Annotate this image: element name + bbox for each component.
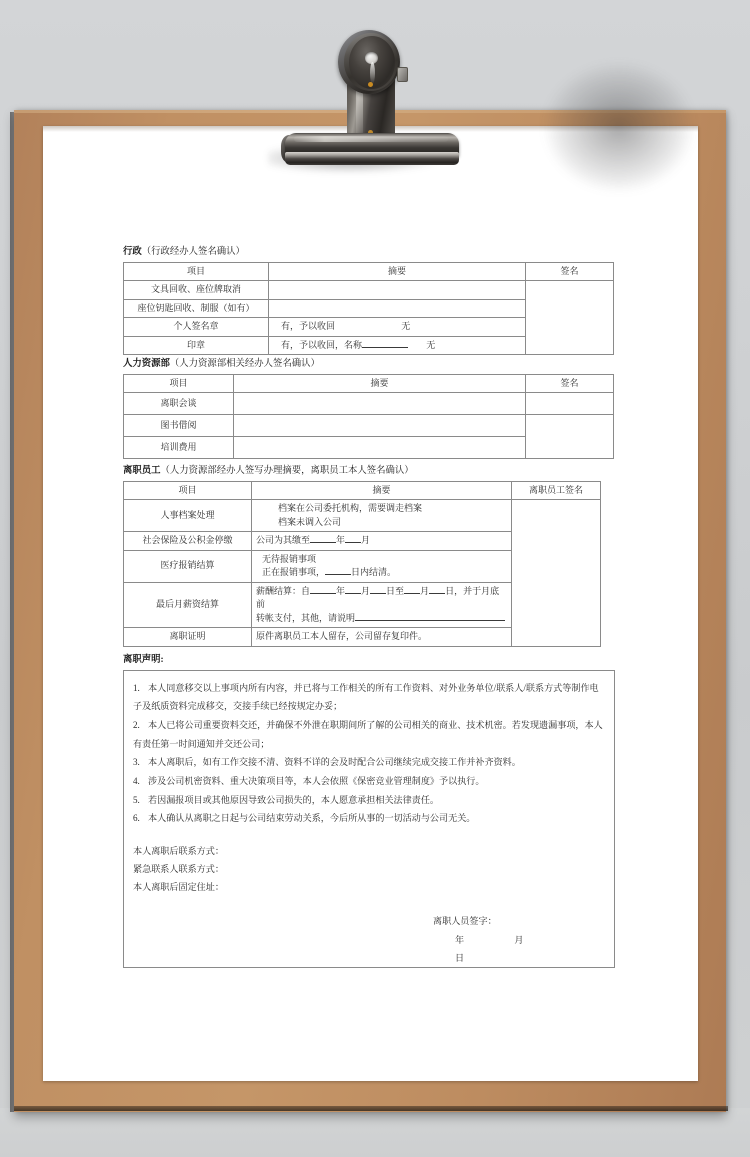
- section-declaration: [123, 654, 615, 968]
- emp-salary-f: 日，并于月底前: [256, 585, 500, 610]
- emp-salary-a: 薪酬结算：自: [256, 585, 311, 596]
- table-row: [124, 374, 614, 393]
- admin-summary-2[interactable]: [269, 318, 526, 337]
- section-employee-title-bold: 离职员工: [123, 466, 161, 476]
- admin-summary-2-b: 无: [401, 321, 411, 332]
- section-hr-title-rest: （人力资源部相关经办人签名确认）: [169, 359, 320, 369]
- table-row: [124, 262, 614, 281]
- emp-summary-1-a: 公司为其缴至: [256, 535, 311, 546]
- emp-item-3: 最后月薪资结算: [124, 582, 252, 628]
- admin-item-0: 文具回收、座位牌取消: [124, 281, 269, 300]
- clip-disc-rivet: [368, 82, 373, 87]
- emp-header-summary: 摘要: [252, 481, 512, 500]
- admin-summary-3-b: 无: [426, 339, 436, 350]
- emp-summary-3[interactable]: [252, 582, 512, 628]
- hr-signature-cell-0[interactable]: [526, 393, 614, 415]
- section-hr: [123, 358, 614, 459]
- hr-item-2: 培训费用: [124, 437, 234, 459]
- emp-summary-1[interactable]: [252, 532, 512, 551]
- admin-summary-3-a: 有，予以收回，名称: [281, 339, 363, 350]
- emp-item-4: 离职证明: [124, 628, 252, 647]
- hr-summary-1[interactable]: [234, 415, 526, 437]
- section-admin-title: [123, 246, 614, 259]
- emp-salary-b: 年: [336, 585, 346, 596]
- emp-summary-2-line1: 无待报销事项: [262, 553, 317, 564]
- declaration-text-0: 本人同意移交以上事项内所有内容，并已将与工作相关的所有工作资料、对外业务单位/联系人/联系方式等制作电子及纸质资料完成移交，交接手续已经按规定办妥；: [133, 682, 599, 712]
- admin-signature-cell[interactable]: [526, 281, 614, 355]
- hr-header-signature: 签名: [526, 374, 614, 393]
- admin-item-2: 个人签名章: [124, 318, 269, 337]
- emp-summary-2-line2-a: 正在报销事项，: [262, 567, 326, 578]
- declaration-text-2: 本人离职后，如有工作交接不清、资料不详的会及时配合公司继续完成交接工作并补齐资料。: [148, 757, 521, 768]
- admin-header-summary: 摘要: [269, 262, 526, 281]
- emp-item-1: 社会保险及公积金停缴: [124, 532, 252, 551]
- declaration-box: [123, 670, 615, 968]
- declaration-item-0: [133, 679, 605, 716]
- emp-salary-other-blank[interactable]: [355, 620, 505, 621]
- emp-item-2: 医疗报销结算: [124, 550, 252, 582]
- declaration-item-1: [133, 716, 605, 753]
- emp-social-month-blank[interactable]: [345, 542, 361, 543]
- clip-side-tab: [397, 67, 408, 82]
- emp-summary-2[interactable]: [252, 550, 512, 582]
- admin-summary-2-a: 有，予以收回: [281, 321, 336, 332]
- admin-item-1: 座位钥匙回收、制服（如有）: [124, 299, 269, 318]
- admin-summary-0[interactable]: [269, 281, 526, 300]
- section-employee: [123, 465, 601, 647]
- hr-header-summary: 摘要: [234, 374, 526, 393]
- emp-signature-cell[interactable]: [512, 500, 601, 647]
- emp-summary-3-line1: [256, 585, 507, 612]
- declaration-field-address[interactable]: 本人离职后固定住址：: [133, 882, 224, 893]
- emp-salary-month2-blank[interactable]: [404, 593, 420, 594]
- table-row: [124, 481, 601, 500]
- document-body: [43, 126, 698, 1081]
- emp-summary-0-line1: 档案在公司委托机构，需要调走档案: [278, 503, 423, 514]
- declaration-item-2: [133, 753, 605, 772]
- declaration-num-2: 3.: [133, 757, 140, 768]
- admin-header-item: 项目: [124, 262, 269, 281]
- table-row: [124, 500, 601, 532]
- declaration-num-4: 5.: [133, 794, 140, 805]
- emp-summary-4[interactable]: 原件离职员工本人留存，公司留存复印件。: [252, 628, 512, 647]
- emp-salary-d: 日至: [386, 585, 405, 596]
- emp-summary-3-line2: [256, 612, 507, 626]
- hr-summary-0[interactable]: [234, 393, 526, 415]
- emp-summary-1-b: 年: [336, 535, 346, 546]
- table-row: [124, 415, 614, 437]
- admin-seal-name-blank[interactable]: [362, 347, 408, 348]
- emp-summary-0-line2: 档案未调入公司: [278, 516, 342, 527]
- emp-social-year-blank[interactable]: [310, 542, 336, 543]
- declaration-num-0: 1.: [133, 682, 140, 693]
- emp-salary-day2-blank[interactable]: [429, 593, 445, 594]
- declaration-item-5: [133, 809, 605, 828]
- declaration-num-5: 6.: [133, 813, 140, 824]
- hr-table: [123, 374, 614, 460]
- declaration-text-3: 涉及公司机密资料、重大决策项目等，本人会依照《保密竞业管理制度》予以执行。: [148, 775, 485, 786]
- employee-table: [123, 481, 601, 647]
- emp-salary-year-blank[interactable]: [310, 593, 336, 594]
- section-admin: [123, 246, 614, 355]
- declaration-signature-label[interactable]: 离职人员签字：: [433, 916, 497, 927]
- emp-medical-days-blank[interactable]: [325, 574, 351, 575]
- declaration-text-5: 本人确认从离职之日起与公司结束劳动关系，今后所从事的一切活动与公司无关。: [148, 813, 476, 824]
- table-row: [124, 393, 614, 415]
- admin-header-signature: 签名: [526, 262, 614, 281]
- emp-header-signature: 离职员工签名: [512, 481, 601, 500]
- declaration-text-4: 若因漏报项目或其他原因导致公司损失的，本人愿意承担相关法律责任。: [148, 794, 440, 805]
- emp-salary-day1-blank[interactable]: [370, 593, 386, 594]
- hr-signature-cell-1[interactable]: [526, 415, 614, 459]
- admin-table: [123, 262, 614, 356]
- declaration-text-1: 本人已将公司重要资料交还，并确保不外泄在职期间所了解的公司相关的商业、技术机密。若发现遗漏事项，本人有责任第一时间通知并交还公司；: [133, 719, 603, 749]
- hr-item-0: 离职会谈: [124, 393, 234, 415]
- hr-item-1: 图书借阅: [124, 415, 234, 437]
- section-hr-title: [123, 358, 614, 371]
- declaration-title: 离职声明:: [123, 655, 164, 665]
- declaration-field-emergency-contact[interactable]: 紧急联系人联系方式：: [133, 864, 224, 874]
- emp-salary-e: 月: [420, 585, 430, 596]
- declaration-spacer: [133, 828, 605, 842]
- emp-summary-2-line2-b: 日内结清。: [351, 567, 397, 578]
- background-surface: [0, 1108, 750, 1157]
- section-employee-title: [123, 465, 601, 478]
- declaration-date-labels[interactable]: 年 月 日: [455, 934, 548, 964]
- clipboard-bottom-shadow: [14, 1106, 728, 1111]
- section-admin-title-bold: 行政: [123, 247, 142, 257]
- hr-summary-2[interactable]: [234, 437, 526, 459]
- declaration-item-4: [133, 791, 605, 810]
- emp-salary-c: 月: [361, 585, 371, 596]
- admin-summary-1[interactable]: [269, 299, 526, 318]
- emp-summary-2-line2: [256, 566, 507, 580]
- emp-header-item: 项目: [124, 481, 252, 500]
- section-hr-title-bold: 人力资源部: [123, 359, 170, 369]
- emp-item-0: 人事档案处理: [124, 500, 252, 532]
- emp-summary-0[interactable]: [252, 500, 512, 532]
- declaration-num-3: 4.: [133, 775, 140, 786]
- declaration-num-1: 2.: [133, 719, 140, 730]
- admin-item-3: 印章: [124, 336, 269, 355]
- declaration-item-3: [133, 772, 605, 791]
- hr-header-item: 项目: [124, 374, 234, 393]
- emp-summary-1-c: 月: [361, 535, 371, 546]
- clip-disc-highlight: [370, 62, 375, 84]
- emp-salary-other: 转帐支付，其他，请说明: [256, 612, 356, 623]
- section-employee-title-rest: （人力资源部经办人签写办理摘要，离职员工本人签名确认）: [160, 466, 414, 476]
- declaration-field-contact[interactable]: 本人离职后联系方式：: [133, 845, 224, 856]
- emp-salary-month1-blank[interactable]: [345, 593, 361, 594]
- table-row: [124, 281, 614, 300]
- admin-summary-3[interactable]: [269, 336, 526, 355]
- section-admin-title-rest: （行政经办人签名确认）: [141, 247, 245, 257]
